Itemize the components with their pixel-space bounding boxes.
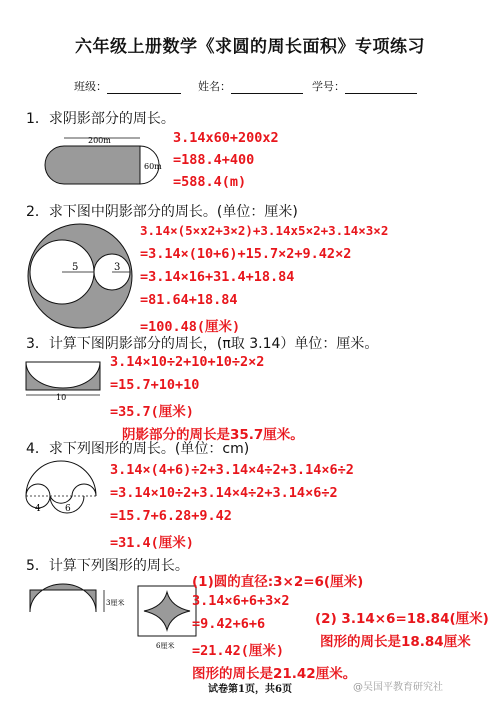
q2-answer-1: 3.14×(5×x2+3×2)+3.14x5×2+3.14×3×2 (140, 223, 389, 238)
q2-answer-2: =3.14×(10+6)+15.7×2+9.42×2 (140, 246, 352, 262)
q2-figure (26, 222, 134, 330)
q1-answer-2: =188.4+400 (173, 152, 255, 168)
q4-answer-2: =3.14×10÷2+3.14×4÷2+3.14×6÷2 (110, 485, 338, 501)
class-field (74, 78, 181, 94)
q2-answer-5: =100.48(厘米) (140, 319, 241, 335)
q1-dim-width: 200m (88, 136, 111, 145)
q1-shaded-shape (45, 146, 140, 184)
q5-conclusion1: 图形的周长是21.42厘米。 (192, 666, 357, 682)
q2-prompt: 2．求下图中阴影部分的周长。(单位：厘米) (26, 204, 298, 220)
q5-left-shape (30, 584, 96, 612)
q1-figure (22, 132, 172, 190)
q1-prompt: 1．求阴影部分的周长。 (26, 111, 175, 127)
q4-figure (22, 458, 102, 524)
q4-answer-3: =15.7+6.28+9.42 (110, 508, 232, 524)
q1-answer-1: 3.14x60+200x2 (173, 130, 279, 146)
q3-answer-2: =15.7+10+10 (110, 377, 200, 393)
q3-answer-1: 3.14×10÷2+10+10÷2×2 (110, 354, 265, 370)
q1-dim-height: 60m (144, 162, 162, 171)
q2-answer-3: =3.14×16+31.4+18.84 (140, 269, 295, 285)
q3-dim: 10 (56, 393, 67, 402)
name-field (198, 78, 303, 94)
name-label: 姓名： (198, 80, 231, 93)
q4-label-b: 6 (65, 504, 71, 514)
page-footer: 试卷第1页，共6页 (208, 684, 292, 695)
q4-outer-curve (26, 461, 96, 503)
q5-dim-left: 3厘米 (106, 599, 125, 607)
q3-figure (24, 358, 104, 402)
q5-answer1-4: =21.42(厘米) (192, 643, 285, 659)
q2-label-big: 5 (72, 262, 79, 273)
q5-figure-left (26, 582, 126, 628)
q5-answer2-2: 图形的周长是18.84厘米 (320, 634, 471, 650)
id-field (312, 78, 417, 94)
q3-answer-3: =35.7(厘米) (110, 404, 194, 420)
q4-prompt: 4．求下列图形的周长。(单位：cm) (26, 441, 250, 457)
q4-answer-1: 3.14×(4+6)÷2+3.14×4÷2+3.14×6÷2 (110, 462, 354, 478)
q5-answer1-1: (1)圆的直径:3×2=6(厘米) (192, 574, 364, 590)
id-label: 学号： (312, 80, 345, 93)
watermark: @吴国平教育研究社 (353, 682, 443, 693)
page-title: 六年级上册数学《求圆的周长面积》专项练习 (75, 37, 425, 57)
q2-answer-4: =81.64+18.84 (140, 292, 238, 308)
q5-dim-right: 6厘米 (156, 642, 175, 650)
class-label: 班级： (74, 80, 107, 93)
q3-prompt: 3．计算下图阴影部分的周长，(π取 3.14）单位：厘米。 (26, 336, 379, 352)
q5-prompt: 5．计算下列图形的周长。 (26, 558, 189, 574)
q2-label-small: 3 (114, 262, 121, 273)
q5-answer2-1: (2) 3.14×6=18.84(厘米) (315, 611, 489, 627)
q1-answer-3: =588.4(m) (173, 174, 247, 190)
q4-answer-4: =31.4(厘米) (110, 535, 194, 551)
id-blank (345, 83, 417, 94)
q5-answer1-2: 3.14×6+6+3×2 (192, 593, 290, 609)
q5-answer1-3: =9.42+6+6 (192, 616, 266, 632)
q3-conclusion: 阴影部分的周长是35.7厘米。 (122, 427, 304, 443)
name-blank (231, 83, 303, 94)
q4-label-a: 4 (35, 504, 41, 514)
class-blank (107, 83, 181, 94)
